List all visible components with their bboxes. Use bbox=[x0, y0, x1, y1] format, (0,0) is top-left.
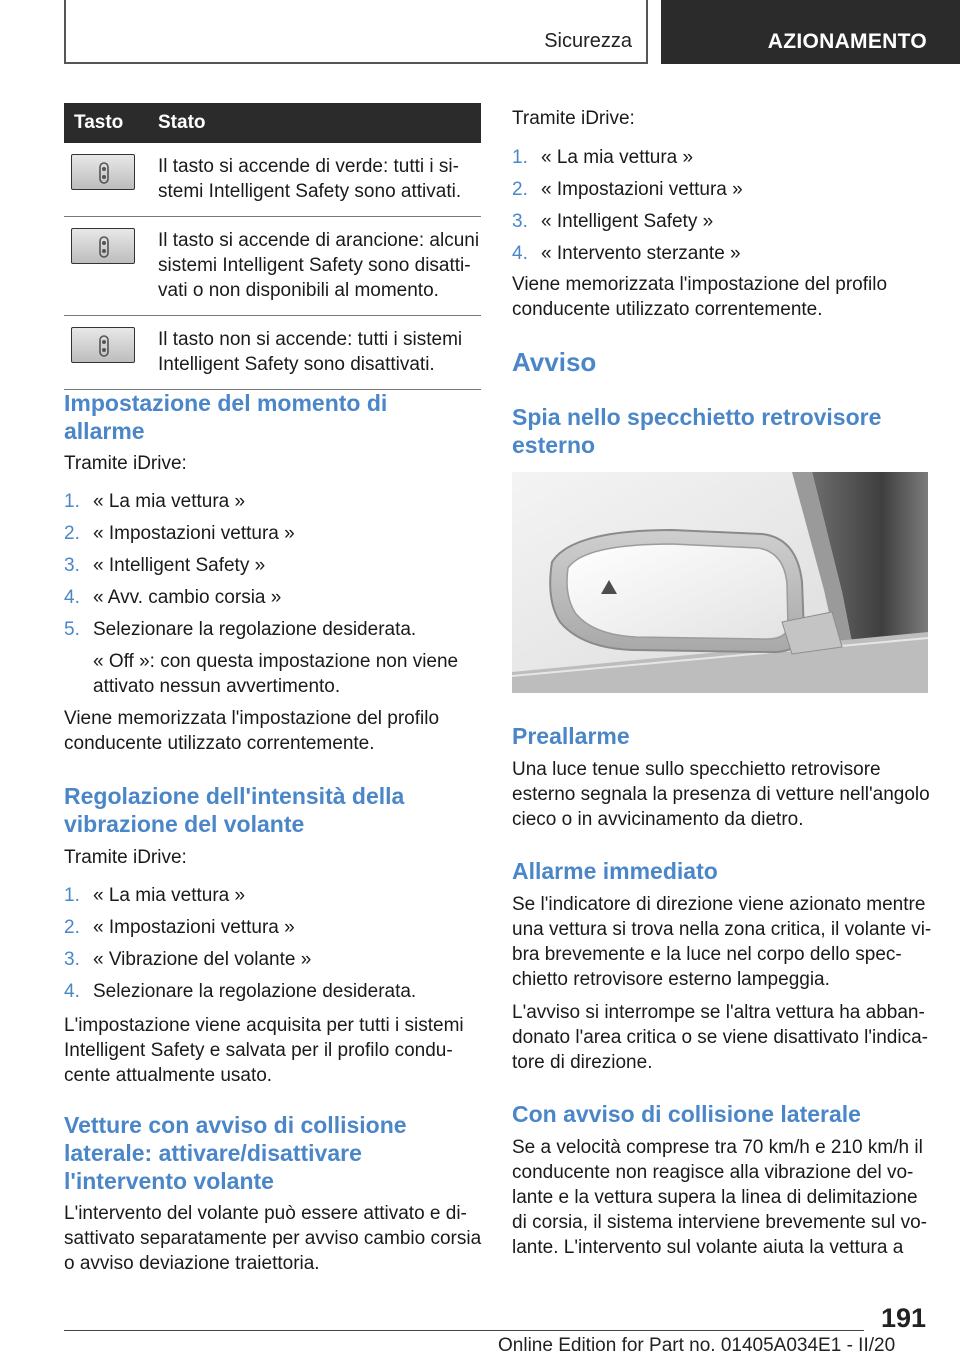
table-cell-line: stemi Intelligent Safety sono attivati. bbox=[158, 181, 462, 202]
column-header-key: Tasto bbox=[64, 103, 155, 143]
list-item: 4. « Avv. cambio corsia » bbox=[64, 587, 282, 608]
intelligent-safety-button-icon bbox=[71, 154, 135, 190]
section-title-side-collision: Vetture con avviso di collisione laterale: attivare/disattivare l'intervento volante bbox=[64, 1112, 407, 1194]
side-collision-warning-body: Se a velocità comprese tra 70 km/h e 210 km/h il conducente non reagisce alla vibrazione del vo- lante e la vettura supera la linea di delimitazione di corsia, il sistema interviene brevemente sul vo- lante. L'intervento sul volante aiuta la vettura a bbox=[512, 1137, 928, 1258]
vibration-note: L'impostazione viene acquisita per tutti i sistemi Intelligent Safety e salvata per il profilo condu- cente attualmente usato. bbox=[64, 1015, 464, 1086]
preallarme-body: Una luce tenue sullo specchietto retrovisore esterno segnala la presenza di vetture nell'angolo cieco o in avvicinamento da dietro. bbox=[512, 759, 930, 830]
section-title-preallarme: Preallarme bbox=[512, 723, 630, 749]
profile-note: Viene memorizzata l'impostazione del profilo conducente utilizzato correntemente. bbox=[512, 274, 888, 320]
button-state-table bbox=[64, 103, 481, 390]
section-tab-label: Sicurezza bbox=[544, 30, 632, 52]
list-item: 4. Selezionare la regolazione desiderata. bbox=[64, 981, 417, 1002]
table-row bbox=[64, 316, 481, 390]
footer-divider bbox=[64, 1330, 864, 1331]
section-title-alarm-time: Impostazione del momento di allarme bbox=[64, 390, 388, 444]
page-header bbox=[0, 0, 960, 66]
idrive-intro: Tramite iDrive: bbox=[64, 453, 187, 474]
list-item: 3. « Intelligent Safety » bbox=[64, 555, 266, 576]
steps-vibration bbox=[64, 883, 481, 1011]
column-header-state: Stato bbox=[155, 103, 481, 143]
list-item: 1. « La mia vettura » bbox=[512, 147, 694, 168]
list-item: 1. « La mia vettura » bbox=[64, 491, 246, 512]
immediate-alarm-stop: L'avviso si interrompe se l'altra vettura ha abban- donato l'area critica o se viene disattivato l'indica- tore di direzione. bbox=[512, 1002, 928, 1073]
intelligent-safety-button-icon bbox=[71, 327, 135, 363]
list-item: 1. « La mia vettura » bbox=[64, 885, 246, 906]
table-cell-line: Il tasto non si accende: tutti i sistemi bbox=[158, 329, 463, 350]
idrive-intro: Tramite iDrive: bbox=[512, 108, 635, 129]
table-cell-line: Intelligent Safety sono disattivati. bbox=[158, 354, 435, 375]
table-row bbox=[64, 143, 481, 217]
chapter-tab-label: AZIONAMENTO bbox=[767, 30, 927, 53]
table-row bbox=[64, 217, 481, 316]
steps-alarm-time bbox=[64, 489, 481, 649]
table-cell-line: Il tasto si accende di arancione: alcuni bbox=[158, 230, 480, 251]
list-item: 2. « Impostazioni vettura » bbox=[512, 179, 743, 200]
footer-edition: Online Edition for Part no. 01405A034E1 - II/20 bbox=[498, 1335, 896, 1356]
list-item: 3. « Vibrazione del volante » bbox=[64, 949, 312, 970]
table-header-row bbox=[64, 103, 481, 143]
section-title-mirror-light: Spia nello specchietto retrovisore esterno bbox=[512, 404, 882, 458]
list-item: 5. Selezionare la regolazione desiderata. bbox=[64, 619, 417, 640]
list-item: 2. « Impostazioni vettura » bbox=[64, 917, 295, 938]
page-number: 191 bbox=[880, 1303, 926, 1333]
table-cell-line: vati o non disponibili al momento. bbox=[158, 280, 439, 301]
heading-avviso: Avviso bbox=[512, 347, 597, 377]
section-title-side-collision-warning: Con avviso di collisione laterale bbox=[512, 1101, 861, 1127]
intelligent-safety-button-icon bbox=[71, 228, 135, 264]
side-mirror-image bbox=[512, 472, 928, 693]
list-item: 2. « Impostazioni vettura » bbox=[64, 523, 295, 544]
section-tab bbox=[64, 0, 648, 64]
section-title-immediate-alarm: Allarme immediato bbox=[512, 858, 718, 884]
idrive-intro: Tramite iDrive: bbox=[64, 847, 187, 868]
steps-steering bbox=[512, 145, 928, 273]
immediate-alarm-body: Se l'indicatore di direzione viene azionato mentre una vettura si trova nella zona critica, il volante vi- bra brevemente e la luce nel corpo dello spec- chietto retrovisore esterno lampeggia. bbox=[512, 894, 932, 990]
list-item: 4. « Intervento sterzante » bbox=[512, 243, 741, 264]
profile-note: Viene memorizzata l'impostazione del profilo conducente utilizzato correntemente. bbox=[64, 708, 440, 754]
list-item: 3. « Intelligent Safety » bbox=[512, 211, 714, 232]
chapter-tab bbox=[661, 0, 960, 64]
table-cell-line: Il tasto si accende di verde: tutti i si- bbox=[158, 156, 459, 177]
table-cell-line: sistemi Intelligent Safety sono disatti- bbox=[158, 255, 471, 276]
step-note: « Off »: con questa impostazione non viene attivato nessun avvertimento. bbox=[93, 651, 459, 697]
side-collision-body: L'intervento del volante può essere attivato e di- sattivato separatamente per avviso cambio corsia o avviso deviazione traiettoria. bbox=[64, 1203, 482, 1274]
section-title-vibration: Regolazione dell'intensità della vibrazione del volante bbox=[64, 783, 405, 837]
